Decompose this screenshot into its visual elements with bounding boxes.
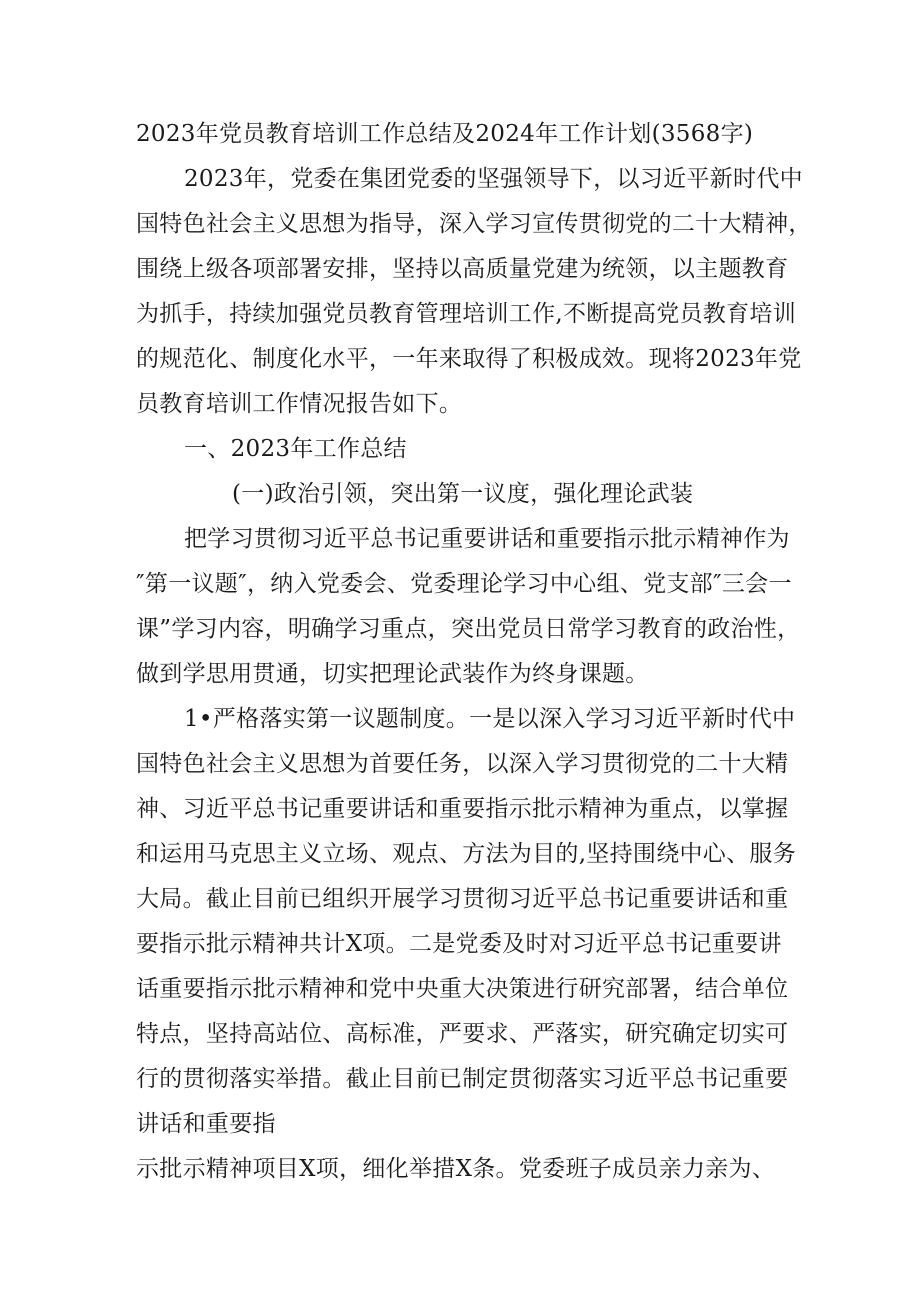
paragraph-line: 1•严格落实第一议题制度。一是以深入学习习近平新时代中 [184,706,796,732]
paragraph-line: 讲话和重要指 [136,1111,276,1137]
paragraph-line: 国特色社会主义思想为指导，深入学习宣传贯彻党的二十大精神， [136,211,812,237]
paragraph-line: 示批示精神项目X项，细化举措X条。党委班子成员亲力亲为、 [136,1156,776,1182]
paragraph-line: 的规范化、制度化水平，一年来取得了积极成效。现将2023年党 [136,346,802,372]
paragraph-line: 行的贯彻落实举措。截止目前已制定贯彻落实习近平总书记重要 [136,1066,789,1092]
paragraph-line: 话重要指示批示精神和党中央重大决策进行研究部署，结合单位 [136,976,789,1002]
paragraph-line: 把学习贯彻习近平总书记重要讲话和重要指示批示精神作为 [184,526,790,552]
paragraph-line: 做到学思用贯通，切实把理论武装作为终身课题。 [136,661,649,687]
paragraph-line: 课”学习内容，明确学习重点，突出党员日常学习教育的政治性， [136,616,801,642]
paragraph-line: ″第一议题″，纳入党委会、党委理论学习中心组、党支部″三会一 [136,571,792,597]
subsection-heading: (一)政治引领，突出第一议度，强化理论武装 [232,481,694,507]
paragraph-line: 2023年，党委在集团党委的坚强领导下，以习近平新时代中 [184,166,803,192]
paragraph-line: 大局。截止目前已组织开展学习贯彻习近平总书记重要讲话和重 [136,886,789,912]
paragraph-line: 要指示批示精神共计X项。二是党委及时对习近平总书记重要讲 [136,931,782,957]
paragraph-line: 国特色社会主义思想为首要任务，以深入学习贯彻党的二十大精 [136,751,789,777]
section-heading: 一、2023年工作总结 [184,436,407,462]
paragraph-line: 神、习近平总书记重要讲话和重要指示批示精神为重点，以掌握 [136,796,789,822]
paragraph-line: 为抓手，持续加强党员教育管理培训工作,不断提高党员教育培训 [136,301,797,327]
paragraph-line: 和运用马克思主义立场、观点、方法为目的,坚持围绕中心、服务 [136,841,797,867]
paragraph-line: 员教育培训工作情况报告如下。 [136,391,463,417]
document-title: 2023年党员教育培训工作总结及2024年工作计划(3568字) [136,121,754,147]
paragraph-line: 围绕上级各项部署安排，坚持以高质量党建为统领，以主题教育 [136,256,789,282]
paragraph-line: 特点，坚持高站位、高标准，严要求、严落实，研究确定切实可 [136,1021,789,1047]
